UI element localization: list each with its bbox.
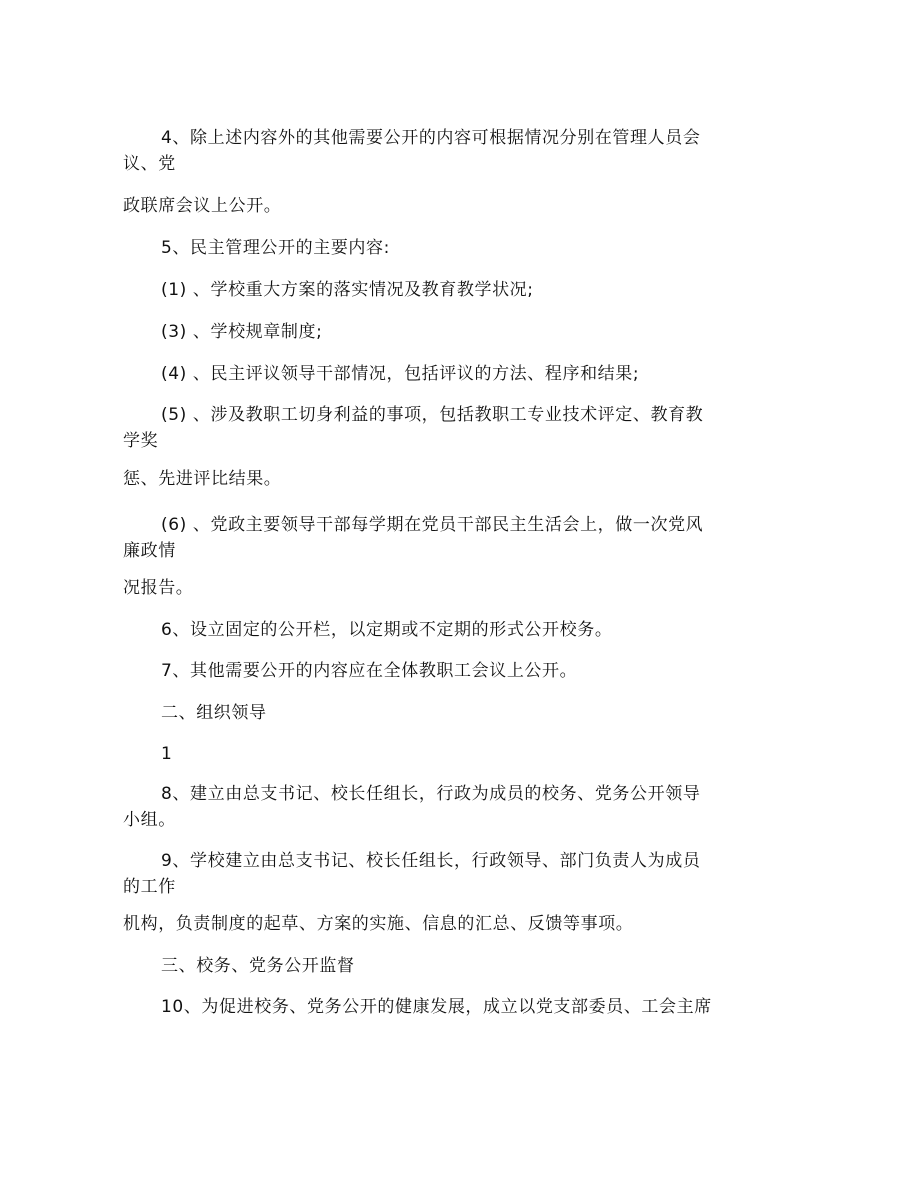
paragraph-line: (1) 、学校重大方案的落实情况及教育教学状况;	[161, 280, 534, 300]
paragraph-line: 机构，负责制度的起草、方案的实施、信息的汇总、反馈等事项。	[123, 914, 634, 934]
paragraph-line: 8、建立由总支书记、校长任组长，行政为成员的校务、党务公开领导	[161, 784, 701, 804]
paragraph-line: 惩、先进评比结果。	[123, 469, 282, 489]
paragraph-line: (5) 、涉及教职工切身利益的事项，包括教职工专业技术评定、教育教	[161, 405, 704, 425]
paragraph-line: 议、党	[123, 154, 176, 174]
paragraph-line: 7、其他需要公开的内容应在全体教职工会议上公开。	[161, 661, 578, 681]
section-heading: 二、组织领导	[161, 703, 267, 723]
page-number: 1	[161, 744, 173, 764]
paragraph-line: 况报告。	[123, 578, 194, 598]
paragraph-line: 小组。	[123, 810, 176, 830]
paragraph-line: 廉政情	[123, 541, 176, 561]
paragraph-line: 10、为促进校务、党务公开的健康发展，成立以党支部委员、工会主席	[161, 997, 712, 1017]
paragraph-line: 9、学校建立由总支书记、校长任组长，行政领导、部门负责人为成员	[161, 851, 701, 871]
paragraph-line: 4、除上述内容外的其他需要公开的内容可根据情况分别在管理人员会	[161, 128, 701, 148]
paragraph-line: 6、设立固定的公开栏，以定期或不定期的形式公开校务。	[161, 620, 613, 640]
paragraph-line: 的工作	[123, 877, 176, 897]
paragraph-line: (3) 、学校规章制度;	[161, 322, 323, 342]
paragraph-line: 学奖	[123, 431, 159, 451]
section-heading: 三、校务、党务公开监督	[161, 956, 355, 976]
paragraph-line: 5、民主管理公开的主要内容:	[161, 238, 390, 258]
paragraph-line: (6) 、党政主要领导干部每学期在党员干部民主生活会上，做一次党风	[161, 515, 704, 535]
paragraph-line: 政联席会议上公开。	[123, 196, 282, 216]
paragraph-line: (4) 、民主评议领导干部情况，包括评议的方法、程序和结果;	[161, 364, 640, 384]
